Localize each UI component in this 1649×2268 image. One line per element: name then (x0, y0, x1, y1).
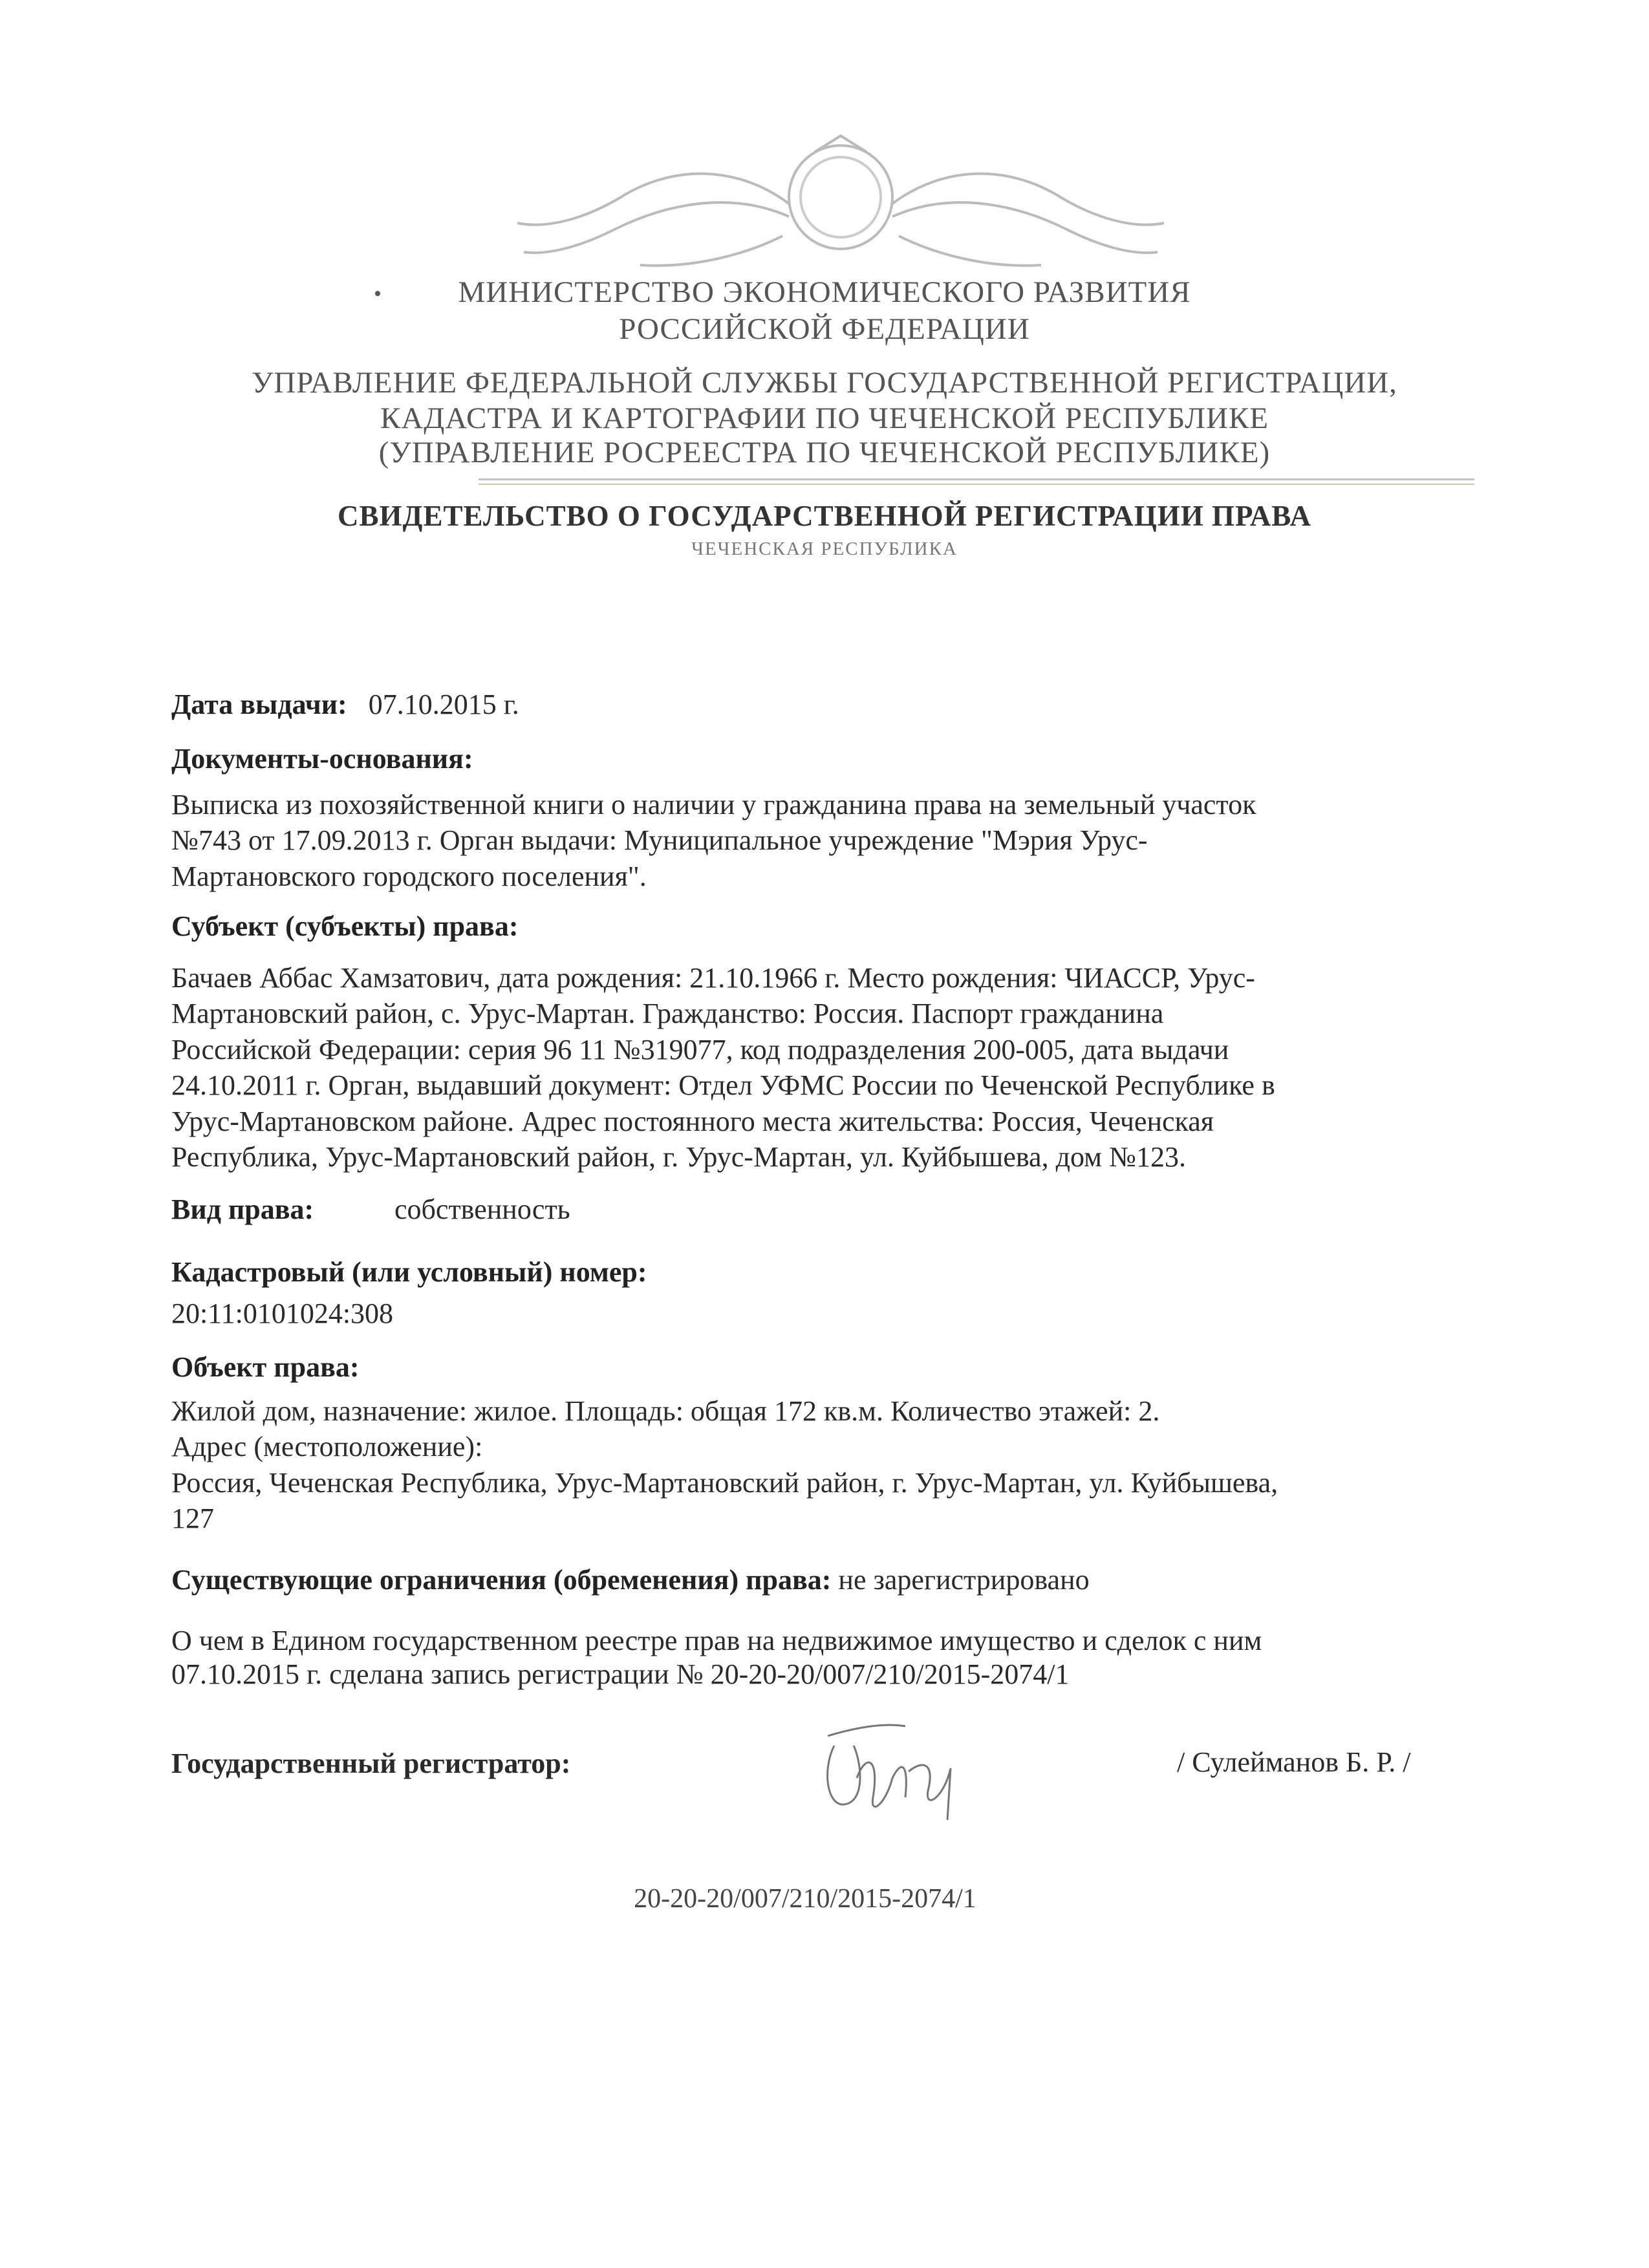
subject-line: Республика, Урус-Мартановский район, г. Урус-Мартан, ул. Куйбышева, дом №123. (171, 1141, 1186, 1173)
restrictions-value: не зарегистрировано (838, 1564, 1090, 1596)
department-line-2: КАДАСТРА И КАРТОГРАФИИ ПО ЧЕЧЕНСКОЙ РЕСПУБЛИКЕ (380, 401, 1269, 435)
subject-line: Мартановский район, с. Урус-Мартан. Гражданство: Россия. Паспорт гражданина (171, 998, 1164, 1029)
department-line-1: УПРАВЛЕНИЕ ФЕДЕРАЛЬНОЙ СЛУЖБЫ ГОСУДАРСТВЕННОЙ РЕГИСТРАЦИИ, (252, 366, 1397, 400)
registrar-name: / Сулейманов Б. Р. / (1177, 1746, 1411, 1778)
object-label: Объект права: (171, 1351, 360, 1383)
right-type-label: Вид права: (171, 1193, 314, 1225)
department-line-3: (УПРАВЛЕНИЕ РОСРЕЕСТРА ПО ЧЕЧЕНСКОЙ РЕСПУБЛИКЕ) (378, 436, 1271, 469)
registry-note-line: О чем в Едином государственном реестре прав на недвижимое имущество и сделок с ним (171, 1625, 1262, 1656)
emblem-watermark (511, 126, 1170, 281)
restrictions-label: Существующие ограничения (обременения) права: (171, 1564, 832, 1596)
restrictions (171, 1562, 1458, 1598)
subject-label: Субъект (субъекты) права: (171, 910, 519, 942)
ministry-line-2: РОССИЙСКОЙ ФЕДЕРАЦИИ (619, 312, 1030, 346)
documents-label: Документы-основания: (171, 743, 473, 775)
object-line: Адрес (местоположение): (171, 1431, 483, 1462)
region-subtitle: ЧЕЧЕНСКАЯ РЕСПУБЛИКА (691, 539, 958, 559)
issue-date (171, 687, 1458, 723)
right-type (171, 1192, 1458, 1228)
documents-line: №743 от 17.09.2013 г. Орган выдачи: Муниципальное учреждение "Мэрия Урус- (171, 824, 1148, 856)
record-number: 20-20-20/007/210/2015-2074/1 (634, 1884, 976, 1914)
registrar-label: Государственный регистратор: (171, 1748, 571, 1779)
header-divider-2 (479, 484, 1474, 485)
cadastral-label: Кадастровый (или условный) номер: (171, 1256, 647, 1288)
documents-section (171, 741, 1458, 894)
object-section (171, 1349, 1458, 1537)
document-title: СВИДЕТЕЛЬСТВО О ГОСУДАРСТВЕННОЙ РЕГИСТРАЦИИ ПРАВА (338, 500, 1311, 532)
subject-line: Урус-Мартановском районе. Адрес постоянного места жительства: Россия, Чеченская (171, 1105, 1214, 1137)
cadastral-value: 20:11:0101024:308 (171, 1297, 394, 1329)
registrar-signature (795, 1707, 989, 1836)
header-divider (479, 478, 1474, 480)
object-line: Жилой дом, назначение: жилое. Площадь: общая 172 кв.м. Количество этажей: 2. (171, 1395, 1160, 1427)
registry-note-line: 07.10.2015 г. сделана запись регистрации № 20-20-20/007/210/2015-2074/1 (171, 1658, 1070, 1690)
object-line: 127 (171, 1503, 214, 1534)
subject-section (171, 908, 1458, 1175)
issue-date-value: 07.10.2015 г. (368, 689, 519, 720)
issue-date-label: Дата выдачи: (171, 689, 347, 720)
subject-line: 24.10.2011 г. Орган, выдавший документ: Отдел УФМС России по Чеченской Республике в (171, 1069, 1275, 1101)
object-line: Россия, Чеченская Республика, Урус-Мартановский район, г. Урус-Мартан, ул. Куйбышева, (171, 1466, 1278, 1499)
cadastral-section (171, 1254, 1458, 1331)
documents-line: Выписка из похозяйственной книги о наличии у гражданина права на земельный участок (171, 788, 1256, 820)
ministry-line-1: МИНИСТЕРСТВО ЭКОНОМИЧЕСКОГО РАЗВИТИЯ (458, 275, 1191, 309)
documents-line: Мартановского городского поселения". (171, 860, 647, 892)
subject-line: Российской Федерации: серия 96 11 №319077, код подразделения 200-005, дата выдачи (171, 1033, 1229, 1065)
registry-note (171, 1624, 1458, 1691)
right-type-value: собственность (394, 1193, 570, 1225)
subject-line: Бачаев Аббас Хамзатович, дата рождения: 21.10.1966 г. Место рождения: ЧИАССР, Урус- (171, 961, 1255, 994)
